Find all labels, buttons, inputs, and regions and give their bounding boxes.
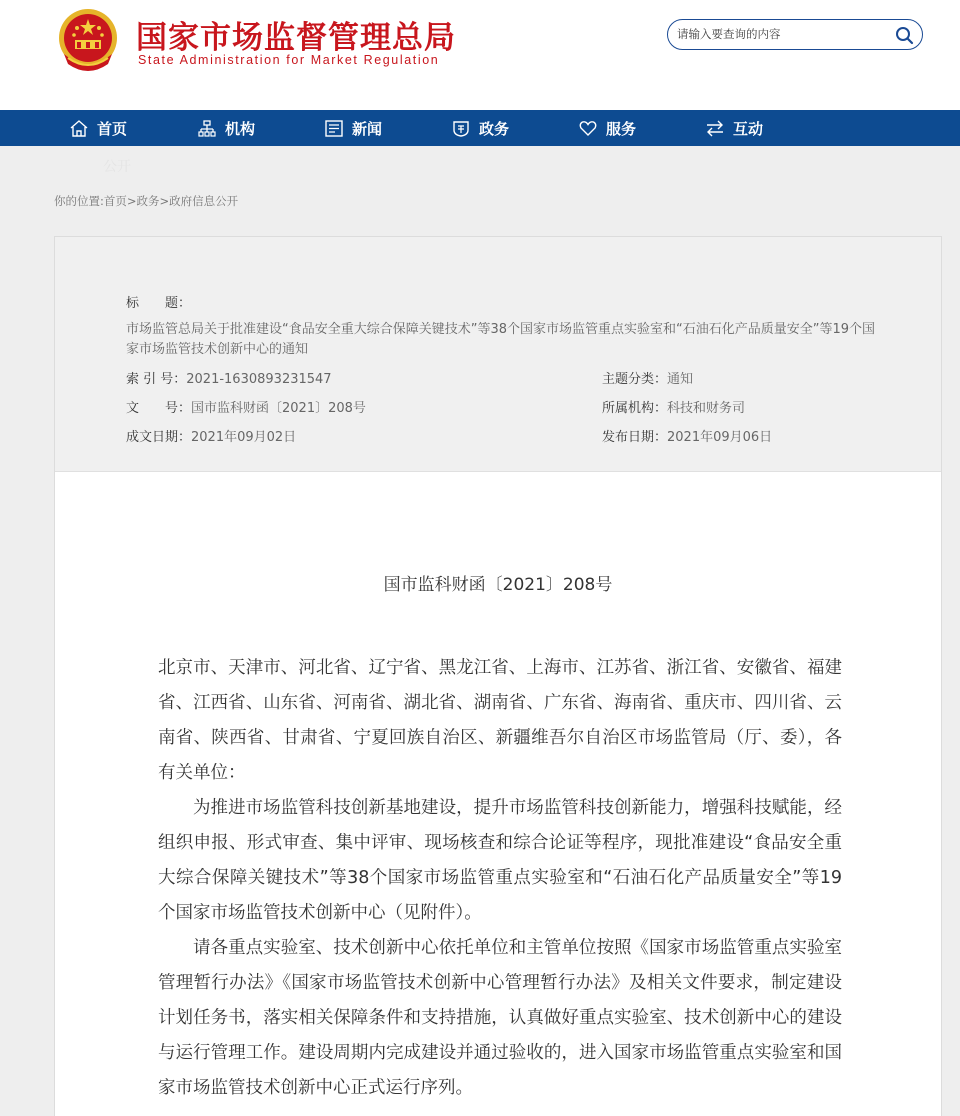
org-row <box>602 397 745 416</box>
document-number: 国市监科财函〔2021〕208号 <box>383 575 613 595</box>
written-value: 2021年09月02日 <box>191 430 297 445</box>
site-subtitle: State Administration for Market Regulation <box>138 53 440 67</box>
main-nav <box>0 110 960 146</box>
doc-label: 文 号： <box>126 401 192 416</box>
written-label: 成文日期： <box>126 430 192 445</box>
title-value: 市场监管总局关于批准建设“食品安全重大综合保障关键技术”等38个国家市场监管重点实验室和“石油石化产品质量安全”等19个国家市场监管技术创新中心的通知 <box>126 322 876 357</box>
breadcrumb-open-info[interactable]: 政府信息公开 <box>169 194 239 208</box>
search-icon[interactable] <box>894 25 914 45</box>
nav-service[interactable] <box>579 110 636 146</box>
nav-label: 互动 <box>733 119 764 138</box>
doc-value: 国市监科财函〔2021〕208号 <box>191 401 366 416</box>
breadcrumb-separator: > <box>159 194 170 208</box>
breadcrumb-home[interactable]: 首页 <box>103 194 127 208</box>
publish-value: 2021年09月06日 <box>667 430 773 445</box>
ghost-text: 公开 <box>103 159 131 175</box>
nav-label: 新闻 <box>352 119 383 138</box>
index-row <box>126 368 332 387</box>
breadcrumb-separator: > <box>126 194 137 208</box>
nav-label: 政务 <box>479 119 510 138</box>
nav-news[interactable] <box>325 110 382 146</box>
arrows-icon <box>706 120 724 137</box>
addressee-paragraph: 北京市、天津市、河北省、辽宁省、黑龙江省、上海市、江苏省、浙江省、安徽省、福建省、江西省、山东省、河南省、湖北省、湖南省、广东省、海南省、重庆市、四川省、云南省、陕西省、甘肃省、宁夏回族自治区、新疆维吾尔自治区市场监管局（厅、委），各有关单位： <box>158 658 842 783</box>
nav-org[interactable] <box>198 110 255 146</box>
breadcrumb <box>54 193 238 209</box>
search-input[interactable] <box>677 25 887 43</box>
org-value: 科技和财务司 <box>667 401 746 416</box>
index-value: 2021-1630893231547 <box>186 372 332 387</box>
breadcrumb-affairs[interactable]: 政务 <box>136 194 160 208</box>
breadcrumb-prefix: 你的位置: <box>54 194 104 208</box>
nav-interact[interactable] <box>706 110 763 146</box>
topic-row <box>602 368 693 387</box>
affairs-icon <box>452 120 470 137</box>
nav-label: 机构 <box>225 119 256 138</box>
topic-value: 通知 <box>667 372 694 387</box>
nav-label: 首页 <box>97 119 128 138</box>
national-emblem-icon[interactable] <box>58 8 118 72</box>
document-body <box>158 651 842 1106</box>
home-icon <box>70 120 88 137</box>
docno-row <box>126 397 366 416</box>
org-icon <box>198 120 216 137</box>
heart-icon <box>579 120 597 137</box>
written-row <box>126 426 296 445</box>
nav-home[interactable] <box>70 110 127 146</box>
topic-label: 主题分类： <box>602 372 668 387</box>
body-paragraph: 为推进市场监管科技创新基地建设，提升市场监管科技创新能力，增强科技赋能，经组织申报、形式审查、集中评审、现场核查和综合论证等程序，现批准建设“食品安全重大综合保障关键技术”等38个国家市场监管重点实验室和“石油石化产品质量安全”等19个国家市场监管技术创新中心（见附件）。 <box>158 798 842 923</box>
title-label: 标 题： <box>126 296 192 311</box>
org-label: 所属机构： <box>602 401 668 416</box>
publish-label: 发布日期： <box>602 430 668 445</box>
search-box <box>667 19 923 50</box>
site-header <box>0 0 960 110</box>
publish-row <box>602 426 772 445</box>
nav-label: 服务 <box>606 119 637 138</box>
nav-affairs[interactable] <box>452 110 509 146</box>
site-title[interactable]: 国家市场监督管理总局 <box>136 20 456 56</box>
article-panel <box>54 236 942 1116</box>
news-icon <box>325 120 343 137</box>
index-label: 索 引 号： <box>126 372 187 387</box>
body-paragraph: 请各重点实验室、技术创新中心依托单位和主管单位按照《国家市场监管重点实验室管理暂行办法》《国家市场监管技术创新中心管理暂行办法》及相关文件要求，制定建设计划任务书，落实相关保障条件和支持措施，认真做好重点实验室、技术创新中心的建设与运行管理工作。建设周期内完成建设并通过验收的，进入国家市场监管重点实验室和国家市场监管技术创新中心正式运行序列。 <box>158 938 842 1098</box>
meta-info-box <box>55 237 941 472</box>
